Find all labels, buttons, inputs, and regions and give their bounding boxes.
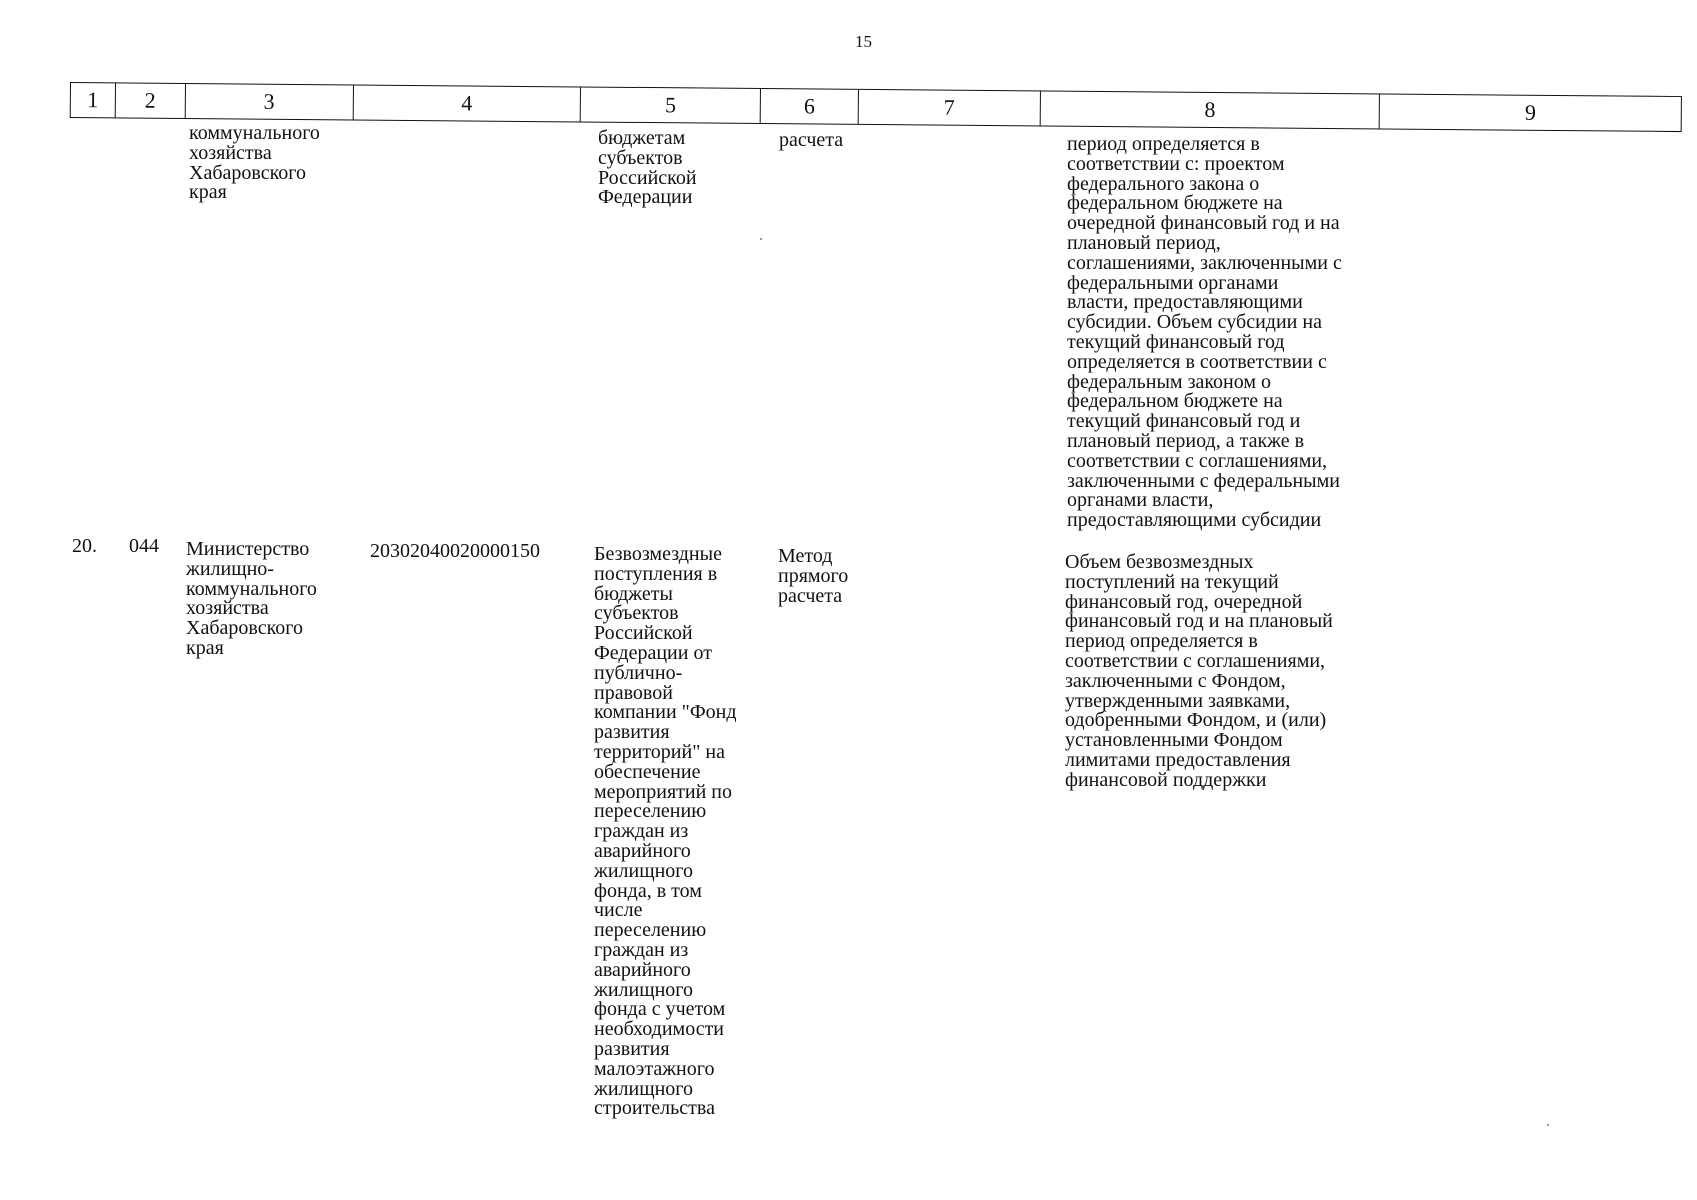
header-col-3: 3 — [186, 84, 354, 119]
page-number: 15 — [855, 32, 872, 51]
row-method-cell: Метод прямого расчета — [778, 545, 849, 607]
header-col-4: 4 — [353, 85, 581, 121]
scan-artifact — [1547, 1124, 1549, 1126]
row-revenue-name-cell: Безвозмездные поступления в бюджеты субъектов Российской Федерации от публично- правовой компании "Фонд развития территорий" на обеспечение мероприятий по переселению граждан из аварийного жилищного фонда, в том числе переселению граждан из аварийного жилищного фонда с учетом необходимости развития малоэтажного жилищного строительства — [594, 543, 737, 1120]
continued-revenue-name-cell: бюджетам субъектов Российской Федерации — [598, 127, 697, 209]
row-kbk-cell: 20302040020000150 — [370, 540, 540, 562]
header-col-7: 7 — [859, 90, 1041, 126]
row-organization-cell: Министерство жилищно- коммунального хозяйства Хабаровского края — [186, 538, 317, 659]
scan-artifact — [760, 238, 762, 240]
header-col-8: 8 — [1040, 91, 1380, 128]
row-description-cell: Объем безвозмездных поступлений на текущий финансовый год, очередной финансовый год и на плановый период определяется в соответствии с соглашениями, заключенными с Фондом, утвержденными заявками, одобренными Фондом, и (или) установленными Фондом лимитами предоставления финансовой поддержки — [1065, 551, 1333, 791]
row-number-cell: 20. — [72, 535, 97, 557]
continued-organization-cell: коммунального хозяйства Хабаровского края — [189, 122, 320, 204]
continued-description-cell: период определяется в соответствии с: проектом федерального закона о федеральном бюджете на очередной финансовый год и на плановый период, соглашениями, заключенными с федеральными органами власти, предоставляющими субсидии. Объем субсидии на текущий финансовый год определяется в соответствии с федеральным законом о федеральном бюджете на текущий финансовый год и плановый период, а также в соответствии с соглашениями, заключенными с федеральными органами власти, предоставляющими субсидии — [1067, 133, 1342, 532]
continued-method-cell: расчета — [779, 129, 844, 151]
header-col-1: 1 — [71, 83, 116, 117]
header-col-2: 2 — [116, 83, 186, 118]
header-col-6: 6 — [761, 89, 859, 124]
header-col-9: 9 — [1524, 99, 1537, 125]
header-col-5: 5 — [581, 87, 761, 123]
row-code-cell: 044 — [129, 535, 159, 557]
